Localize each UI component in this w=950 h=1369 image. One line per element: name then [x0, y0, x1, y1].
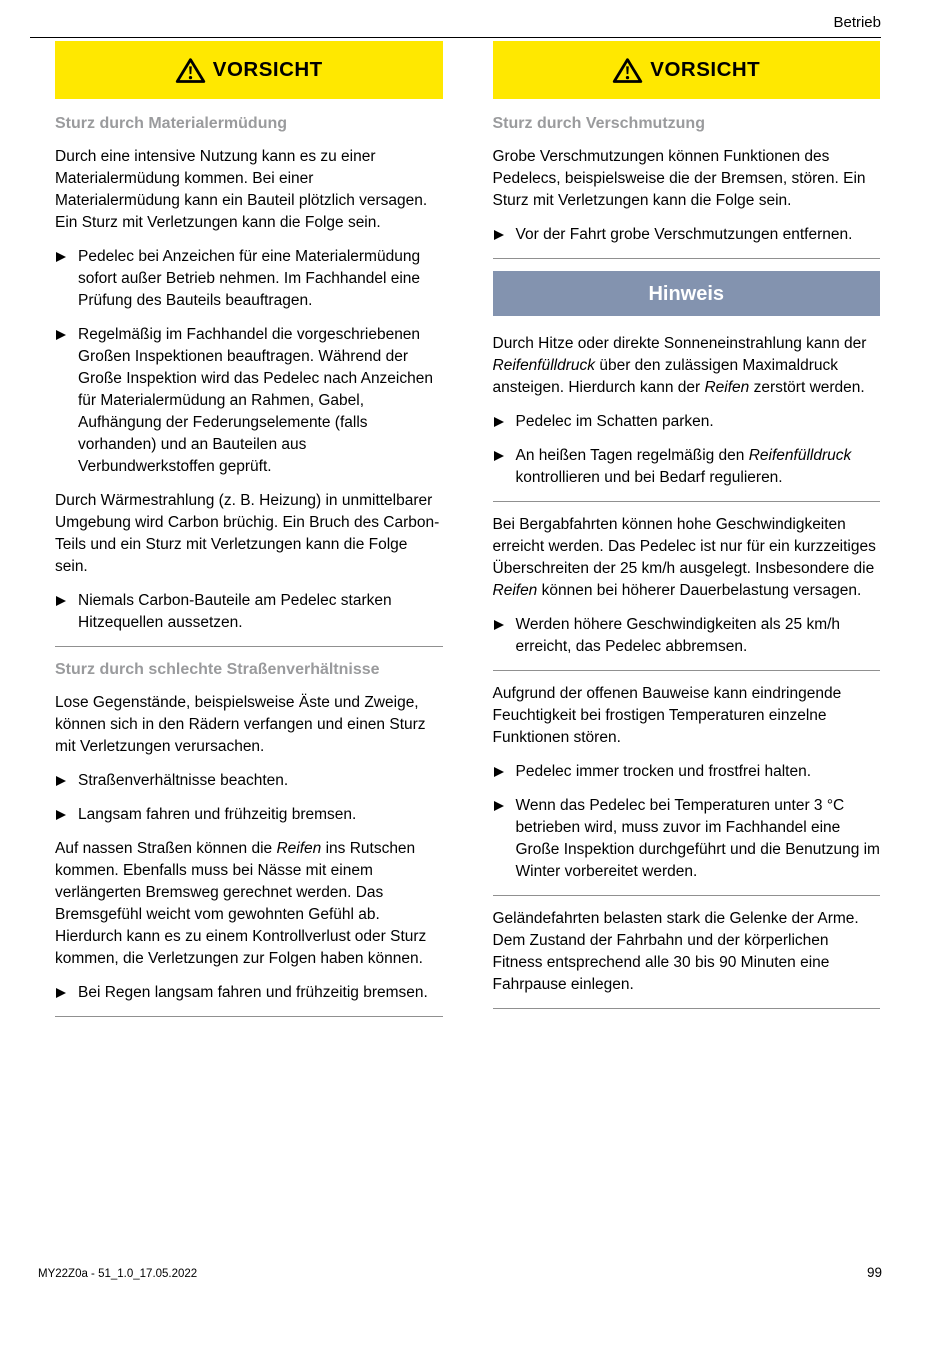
paragraph: Aufgrund der offenen Bauweise kann eindringende Feuchtigkeit bei frostigen Temperaturen einzelne Funktionen stören. — [492, 685, 842, 746]
emphasized-term: Reifen — [492, 582, 538, 599]
action-item — [493, 445, 881, 489]
text-segment: An heißen Tagen regelmäßig den — [515, 447, 749, 464]
text-segment: kontrollieren und bei Bedarf regulieren. — [515, 469, 783, 486]
footer-document-code: MY22Z0a - 51_1.0_17.05.2022 — [38, 1268, 198, 1280]
section-divider — [493, 670, 881, 671]
section-divider — [493, 258, 881, 259]
notice-banner — [493, 271, 881, 316]
action-item-text: Bei Regen langsam fahren und frühzeitig bremsen. — [78, 984, 428, 1001]
paragraph: Grobe Verschmutzungen können Funktionen des Pedelecs, beispielsweise die der Bremsen, stören. Ein Sturz mit Verletzungen kann die Folge sein. — [492, 148, 866, 209]
action-item-text: Pedelec im Schatten parken. — [515, 413, 714, 430]
page-content — [55, 41, 880, 1029]
caution-banner — [55, 41, 443, 99]
action-item-text: Werden höhere Geschwindigkeiten als 25 km/h erreicht, das Pedelec abbremsen. — [515, 616, 841, 655]
paragraph — [493, 333, 881, 399]
text-segment: Bei Bergabfahrten können hohe Geschwindigkeiten erreicht werden. Das Pedelec ist nur für ein kurzzeitiges Überschreiten der 25 km/h ausgelegt. Insbesondere die — [492, 516, 876, 577]
paragraph — [493, 514, 881, 602]
action-item — [55, 246, 443, 312]
action-item-text: Straßenverhältnisse beachten. — [78, 772, 289, 789]
page-footer — [38, 1265, 882, 1280]
page-number: 99 — [866, 1265, 882, 1280]
caution-label: VORSICHT — [650, 58, 761, 81]
action-item — [493, 224, 881, 246]
triangle-bullet-icon — [55, 982, 78, 1004]
triangle-bullet-icon — [493, 795, 516, 883]
action-item-text: Regelmäßig im Fachhandel die vorgeschriebenen Großen Inspektionen beauftragen. Während der Große Inspektion wird das Pedelec nach Anzeichen für Materialermüdung an Rahmen, Gabel, Aufhängung der Federungselemente (falls vorhanden) und an Bauteilen aus Verbundwerkstoffen geprüft. — [78, 326, 433, 475]
triangle-bullet-icon — [55, 324, 78, 478]
action-item-text: Pedelec bei Anzeichen für eine Materialermüdung sofort außer Betrieb nehmen. Im Fachhandel eine Prüfung des Bauteils beauftragen. — [78, 248, 421, 309]
text-segment: Durch Hitze oder direkte Sonneneinstrahlung kann der — [492, 335, 867, 352]
paragraph: Lose Gegenstände, beispielsweise Äste und Zweige, können sich in den Rädern verfangen und einen Sturz mit Verletzungen verursachen. — [55, 694, 426, 755]
section-divider — [493, 895, 881, 896]
action-item — [55, 804, 443, 826]
triangle-bullet-icon — [493, 445, 516, 489]
caution-banner — [493, 41, 881, 99]
triangle-bullet-icon — [55, 246, 78, 312]
triangle-bullet-icon — [493, 761, 516, 783]
action-item — [55, 590, 443, 634]
emphasized-term: Reifenfülldruck — [748, 447, 852, 464]
left-column — [55, 41, 443, 1029]
action-item — [493, 411, 881, 433]
paragraph — [55, 838, 443, 970]
section-heading: Sturz durch schlechte Straßenverhältnisse — [55, 661, 380, 678]
triangle-bullet-icon — [493, 411, 516, 433]
triangle-bullet-icon — [55, 804, 78, 826]
emphasized-term: Reifenfülldruck — [492, 357, 596, 374]
paragraph: Geländefahrten belasten stark die Gelenke der Arme. Dem Zustand der Fahrbahn und der körperlichen Fitness entsprechend alle 30 bis 90 Minuten eine Fahrpause einlegen. — [492, 910, 859, 993]
action-item — [55, 982, 443, 1004]
action-item — [493, 761, 881, 783]
section-divider — [493, 501, 881, 502]
notice-label: Hinweis — [648, 282, 725, 305]
emphasized-term: Reifen — [704, 379, 750, 396]
text-segment: über den zulässigen Maximaldruck ansteigen. Hierdurch kann der — [492, 357, 838, 396]
action-item-text: Vor der Fahrt grobe Verschmutzungen entfernen. — [515, 226, 853, 243]
triangle-bullet-icon — [493, 224, 516, 246]
section-divider — [493, 1008, 881, 1009]
text-segment: ins Rutschen kommen. Ebenfalls muss bei Nässe mit einem verlängerten Bremsweg gerechnet werden. Das Bremsgefühl weicht vom gewohnten Gefühl ab. Hierdurch kann es zu einem Kontrollverlust oder Sturz kommen, die Verletzungen zur Folgen haben können. — [55, 840, 427, 967]
warning-triangle-icon — [175, 57, 206, 84]
action-item-text — [516, 445, 881, 489]
header-chapter-title: Betrieb — [833, 14, 881, 31]
page-header — [30, 0, 881, 38]
action-item — [55, 324, 443, 478]
action-item — [55, 770, 443, 792]
paragraph: Durch Wärmestrahlung (z. B. Heizung) in unmittelbarer Umgebung wird Carbon brüchig. Ein Bruch des Carbon-Teils und ein Sturz mit Verletzungen kann die Folge sein. — [55, 492, 440, 575]
section-heading: Sturz durch Materialermüdung — [55, 115, 288, 132]
action-item-text: Langsam fahren und frühzeitig bremsen. — [78, 806, 357, 823]
paragraph: Durch eine intensive Nutzung kann es zu einer Materialermüdung kommen. Bei einer Materialermüdung kann ein Bauteil plötzlich versagen. Ein Sturz mit Verletzungen kann die Folge sein. — [55, 148, 428, 231]
triangle-bullet-icon — [55, 770, 78, 792]
action-item — [493, 795, 881, 883]
text-segment: zerstört werden. — [749, 379, 865, 396]
action-item — [493, 614, 881, 658]
section-heading: Sturz durch Verschmutzung — [492, 115, 705, 132]
action-item-text: Niemals Carbon-Bauteile am Pedelec starken Hitzequellen aussetzen. — [78, 592, 392, 631]
action-item-text: Pedelec immer trocken und frostfrei halten. — [515, 763, 811, 780]
triangle-bullet-icon — [55, 590, 78, 634]
warning-triangle-icon — [612, 57, 643, 84]
caution-label: VORSICHT — [212, 58, 323, 81]
section-divider — [55, 646, 443, 647]
emphasized-term: Reifen — [276, 840, 322, 857]
action-item-text: Wenn das Pedelec bei Temperaturen unter 3 °C betrieben wird, muss zuvor im Fachhandel eine Große Inspektion durchgeführt und die Benutzung im Winter vorbereitet werden. — [515, 797, 880, 880]
right-column — [493, 41, 881, 1029]
text-segment: Auf nassen Straßen können die — [55, 840, 277, 857]
section-divider — [55, 1016, 443, 1017]
triangle-bullet-icon — [493, 614, 516, 658]
text-segment: können bei höherer Dauerbelastung versagen. — [537, 582, 862, 599]
